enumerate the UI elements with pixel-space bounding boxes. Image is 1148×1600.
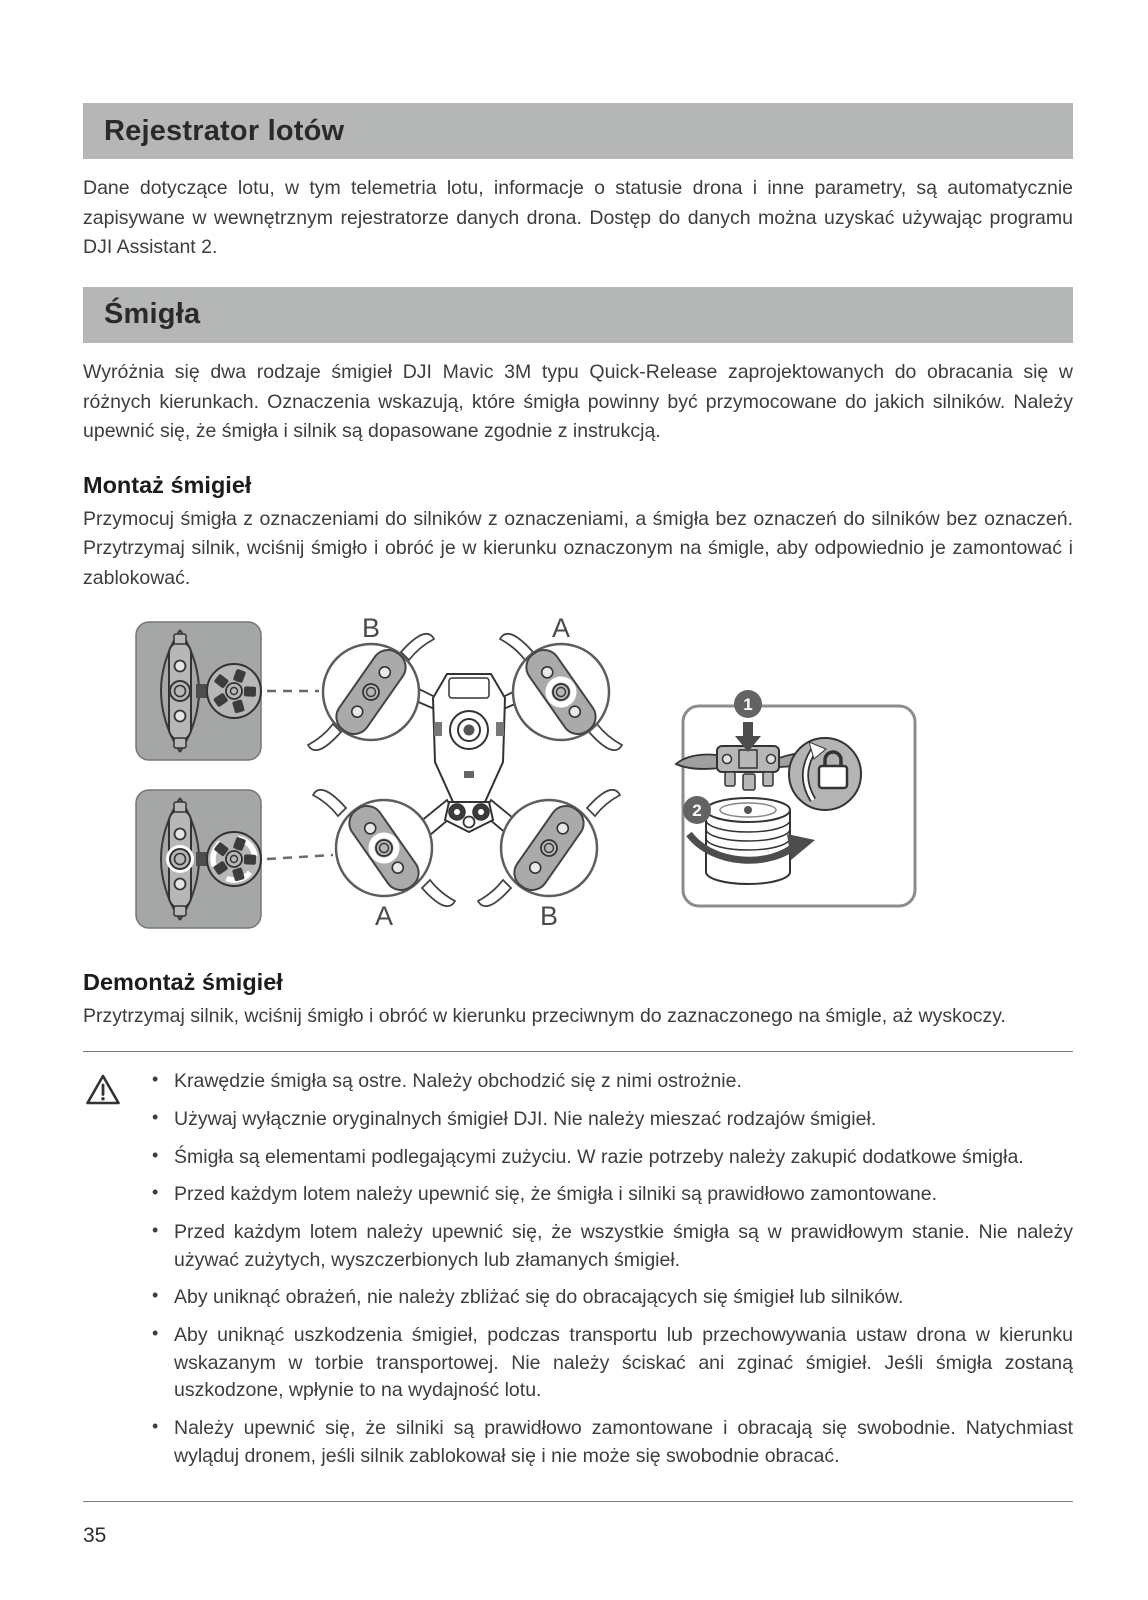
warning-item: • Przed każdym lotem należy upewnić się, że śmigła i silniki są prawidłowo zamontowane. bbox=[147, 1181, 1073, 1209]
propellers-paragraph: Wyróżnia się dwa rodzaje śmigieł DJI Mavic 3M typu Quick-Release zaprojektowanych do obracania się w różnych kierunkach. Oznaczenia wskazują, które śmigła powinny być przymocowane do jakich silników. Należy upewnić się, że śmigła i silnik są dopasowane zgodnie z instrukcją. bbox=[83, 360, 1073, 443]
section-title: Rejestrator lotów bbox=[104, 114, 345, 147]
section-header-flight-recorder bbox=[83, 103, 1073, 159]
section-title: Śmigła bbox=[104, 298, 201, 331]
lock-icon bbox=[789, 738, 861, 810]
step-2-number: 2 bbox=[692, 800, 702, 820]
dismounting-paragraph: Przytrzymaj silnik, wciśnij śmigło i obróć w kierunku przeciwnym do zaznaczonego na śmigle, aż wyskoczy. bbox=[83, 1004, 1006, 1027]
propeller-circle-top-right bbox=[513, 643, 609, 740]
dashed-connector-bottom bbox=[267, 855, 333, 859]
warning-item: • Przed każdym lotem należy upewnić się, że wszystkie śmigła są w prawidłowym stanie. Nie należy używać zużytych, wyszczerbionych lub złamanych śmigieł. bbox=[147, 1219, 1073, 1274]
motor-top-view bbox=[207, 664, 261, 718]
warning-block bbox=[83, 1052, 1073, 1480]
label-top-right: A bbox=[551, 613, 571, 643]
warning-item: • Krawędzie śmigła są ostre. Należy obchodzić się z nimi ostrożnie. bbox=[147, 1068, 1073, 1096]
warning-item: • Śmigła są elementami podlegającymi zużyciu. W razie potrzeby należy zakupić dodatkowe śmigła. bbox=[147, 1144, 1073, 1172]
propeller-circle-top-left bbox=[323, 643, 419, 740]
warning-item: • Aby uniknąć obrażeń, nie należy zbliżać się do obracających się śmigieł lub silników. bbox=[147, 1284, 1073, 1312]
mounting-heading: Montaż śmigieł bbox=[83, 471, 252, 498]
divider-bottom bbox=[83, 1501, 1073, 1502]
propeller-mounting-diagram bbox=[131, 614, 1073, 941]
warning-item: • Należy upewnić się, że silniki są prawidłowo zamontowane i obracają się swobodnie. Natychmiast wyląduj dronem, jeśli silnik zablokował się i nie może się swobodnie obracać. bbox=[147, 1415, 1073, 1470]
propeller-circle-bottom-left bbox=[336, 799, 432, 896]
warning-item: • Używaj wyłącznie oryginalnych śmigieł DJI. Nie należy mieszać rodzajów śmigieł. bbox=[147, 1106, 1073, 1134]
propeller-circle-bottom-right bbox=[501, 799, 597, 896]
warning-icon-column bbox=[85, 1068, 147, 1480]
label-bottom-right: B bbox=[539, 900, 559, 931]
mounting-paragraph: Przymocuj śmigła z oznaczeniami do silników z oznaczeniami, a śmigła bez oznaczeń do silników bez oznaczeń. Przytrzymaj silnik, wciśnij śmigło i obróć je w kierunku oznaczonym na śmigle, aby odpowiednio je zamontować i zablokować. bbox=[83, 507, 1073, 589]
assembly-steps-box bbox=[676, 690, 915, 906]
warning-item: • Aby uniknąć uszkodzenia śmigieł, podczas transportu lub przechowywania ustaw drona w kierunku wskazanym w torbie transportowej. Nie należy ściskać ani zginać śmigieł. Jeśli śmigła zostaną uszkodzone, wpłynie to na wydajność lotu. bbox=[147, 1322, 1073, 1405]
label-bottom-left: A bbox=[374, 900, 394, 931]
label-top-left: B bbox=[361, 613, 381, 643]
diagram-svg bbox=[131, 614, 931, 936]
marked-propeller-detail-box bbox=[136, 790, 264, 928]
warning-list bbox=[147, 1068, 1073, 1480]
dismounting-heading: Demontaż śmigieł bbox=[83, 968, 283, 995]
section-header-propellers bbox=[83, 287, 1073, 343]
motor-side-view bbox=[706, 798, 790, 884]
flight-recorder-paragraph: Dane dotyczące lotu, w tym telemetria lotu, informacje o statusie drona i inne parametry, są automatycznie zapisywane w wewnętrznym rejestratorze danych drona. Dostęp do danych można uzyskać używając programu DJI Assistant 2. bbox=[83, 177, 1073, 259]
unmarked-propeller-detail-box bbox=[136, 622, 261, 760]
warning-triangle-icon bbox=[85, 1073, 121, 1106]
page-number: 35 bbox=[83, 1523, 107, 1547]
step-1-number: 1 bbox=[743, 694, 753, 714]
